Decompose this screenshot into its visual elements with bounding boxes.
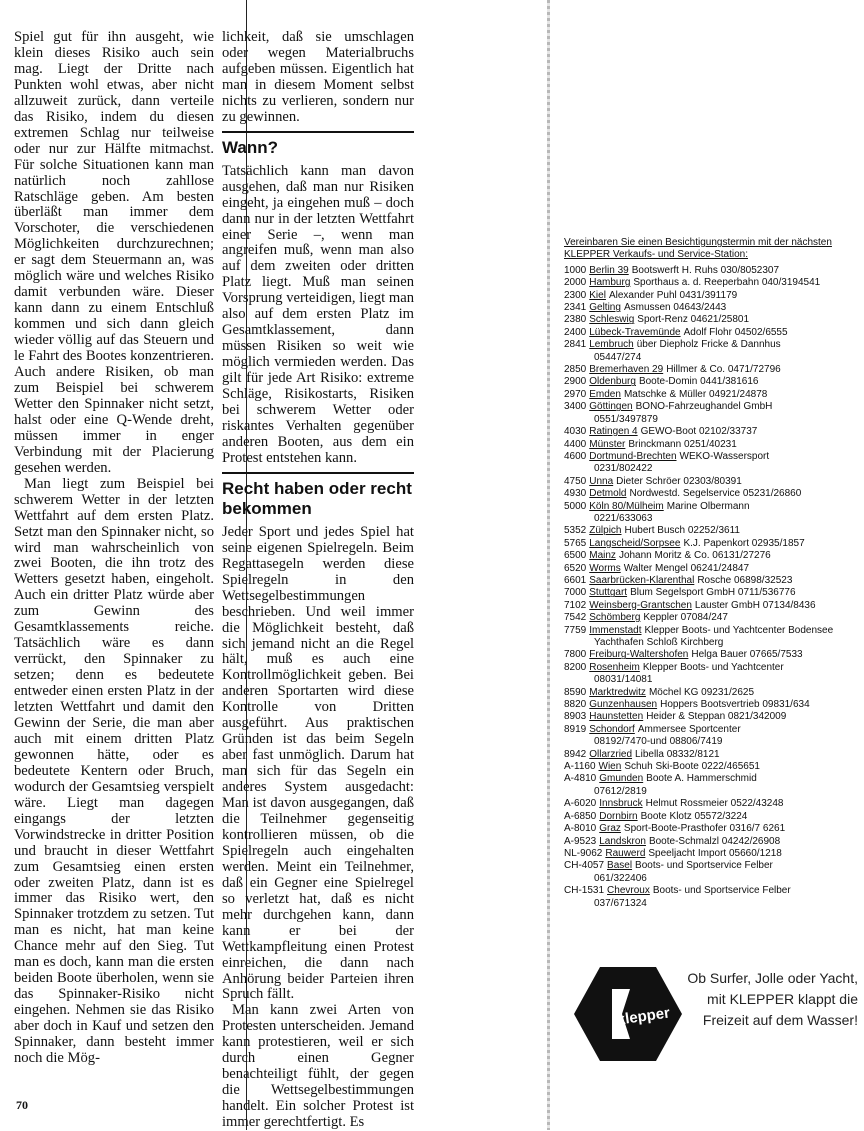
dealer-name-phone: Hubert Busch 02252/3611 (624, 525, 740, 537)
dealer-entry (564, 451, 860, 463)
dealer-name-phone: Lauster GmbH 07134/8436 (694, 599, 816, 611)
dealer-details (589, 575, 860, 587)
dealer-entry (564, 724, 860, 736)
dealer-name-phone: WEKO-Wassersport (679, 450, 770, 462)
dealer-postcode: 5765 (564, 537, 587, 549)
dealer-city: Emden (589, 388, 621, 400)
dealer-city: Stuttgart (589, 587, 628, 599)
dealer-entry (564, 439, 860, 451)
dealer-postcode: 4600 (564, 450, 587, 462)
dealer-name-phone: über Diepholz Fricke & Dannhus (636, 339, 781, 351)
dealer-entry (564, 699, 860, 711)
dealer-details (605, 848, 860, 860)
dealer-entry (564, 265, 860, 277)
paragraph: Spiel gut für ihn ausgeht, wie klein dieses Risiko auch sein mag. Liegt der Dritte nach Punkten wohl etwas, aber nicht allzuweit zurück, dann verteile das Risiko, indem du diesen extremen Schlag nur teilweise oder nur zur Hälfte mitmachst. Für solche Situationen kann man natürlich noch zahllose Ratschläge geben. Am besten überläßt man immer dem Vorschoter, die verschiedenen Möglichkeiten durchzurechnen; er sagt dem Steuermann an, was möglich wäre und welches Risiko damit verbunden wäre. Dieser kann dann zu einem Entschluß kommen und sich dann gleich wieder völlig auf das Steuern und le Fahrt des Bootes konzentrieren. Auch andere Risiken, ob man zum Beispiel bei schwerem Wetter den Spinnaker nicht setzt, halst oder eine Q-Wende dreht, müssen immer in enger Verbindung mit der Placierung gesehen werden. (14, 29, 214, 476)
dealer-details (589, 550, 860, 562)
dealer-postcode: 4400 (564, 438, 587, 450)
dealer-details (589, 687, 860, 699)
dealer-name-phone: Möchel KG 09231/2625 (648, 686, 755, 698)
dealer-name-phone: Boote A. Hammerschmid (646, 773, 757, 785)
dealer-entry (564, 575, 860, 587)
dealer-name-phone: Dieter Schröer 02303/80391 (616, 475, 742, 487)
dealer-postcode: A-6850 (564, 810, 597, 822)
dealer-name-phone: Marine Olbermann (666, 500, 750, 512)
dealer-city: Detmold (589, 488, 627, 500)
article-column-right (222, 30, 414, 1131)
dealer-entry (564, 625, 860, 637)
paragraph: Man kann zwei Arten von Protesten unterscheiden. Jemand kann protestieren, weil er sich durch einen Gegner benachteiligt fühlt, der gegen die Wettsegelbestimmungen handelt. Ein solcher Protest ist immer gerechtfertigt. Es (222, 1002, 414, 1131)
dealer-entry (564, 649, 860, 661)
ad-slogan (682, 968, 858, 1031)
dealer-details (607, 885, 860, 897)
dealer-name-phone: Heider & Steppan 0821/342009 (646, 711, 787, 723)
dealer-city: Schömberg (589, 612, 641, 624)
dealer-name-phone: Nordwestd. Segelservice 05231/26860 (629, 488, 802, 500)
dealer-name-phone: Hoppers Bootsvertrieb 09831/634 (660, 699, 810, 711)
dealer-details (589, 612, 860, 624)
dealer-postcode: 3400 (564, 401, 587, 413)
dealer-entry (564, 773, 860, 785)
dealer-details (589, 699, 860, 711)
dealer-entry (564, 600, 860, 612)
dealer-postcode: 2000 (564, 277, 587, 289)
dealer-details (589, 389, 860, 401)
dealer-postcode: 4030 (564, 426, 587, 438)
dealer-continuation: 0551/3497879 (594, 413, 658, 425)
paragraph: Jeder Sport und jedes Spiel hat seine eigenen Spielregeln. Beim Regattasegeln werden diese Spielregeln in den Wettsegelbestimmungen beschrieben. Und weil immer die Möglichkeit besteht, daß sich jemand nicht an die Regel hält, muß es auch eine Kontrollmöglichkeit geben. Bei anderen Sportarten wird diese Kontrolle von Dritten ausgeführt. Aus praktischen Gründen ist das beim Segeln aber fast unmöglich. Darum hat man sich für das Segeln ein anderes System ausgedacht: Man ist davon ausgegangen, daß die Teilnehmer gegenseitig kontrollieren müssen, ob die Spielregeln auch eingehalten werden. Meint ein Teilnehmer, daß ein Gegner eine Spielregel so verletzt hat, daß es nicht mehr durchgehen kann, dann kann er bei der Wettkampfleitung einen Protest einreichen, die dann nach Anhörung beider Parteien ihren Spruch fällt. (222, 523, 414, 1003)
dealer-entry (564, 302, 860, 314)
dealer-name-phone: Blum Segelsport GmbH 0711/536776 (630, 587, 796, 599)
dealer-postcode: 2341 (564, 302, 587, 314)
dealer-name-phone: Boote-Domin 0441/381616 (638, 376, 759, 388)
dealer-name-phone: GEWO-Boot 02102/33737 (640, 426, 758, 438)
dealer-details (589, 488, 860, 500)
dealer-postcode: CH-1531 (564, 885, 605, 897)
dealer-details (589, 538, 860, 550)
dealer-details (589, 339, 860, 351)
dealer-postcode: 6520 (564, 562, 587, 574)
dealer-city: Gelting (589, 302, 621, 314)
dealer-details (589, 724, 860, 736)
paragraph: Tatsächlich kann man davon ausgehen, daß man nur Risiken eingeht, ja eingehen muß – doch dann nur in der letzten Wettfahrt einer Serie –, wenn man angreifen muß, wenn man also auf dem zweiten oder dritten Platz liegt. Muß man seinen Vorsprung verteidigen, liegt man also auf dem ersten Platz im Gesamtklassement, dann müssen Risiken so weit wie möglich vermieden werden. Das gilt für jede Art Risiko: extreme Schläge, Risikostarts, Risiken bei schwerem Wetter oder riskantes Verhalten gegenüber anderen Booten, aus dem ein Protest entstehen kann. (222, 162, 414, 466)
dealer-city: Dornbirn (599, 810, 638, 822)
dealer-details (589, 401, 860, 413)
dealer-entry (564, 277, 860, 289)
dealer-continuation: 0221/633063 (594, 512, 653, 524)
dealer-entry (564, 538, 860, 550)
dealer-entry (564, 339, 860, 351)
dealer-entry (564, 848, 860, 860)
dealer-entry (564, 525, 860, 537)
dealer-entry (564, 389, 860, 401)
dealer-city: Innsbruck (599, 798, 643, 810)
dealer-details (589, 426, 860, 438)
dealer-details (589, 302, 860, 314)
dealer-city: Landskron (599, 835, 646, 847)
dealer-city: Ratingen 4 (589, 426, 638, 438)
dealer-name-phone: K.J. Papenkort 02935/1857 (683, 537, 805, 549)
dealer-postcode: 7542 (564, 612, 587, 624)
paragraph: lichkeit, daß sie umschlagen oder wegen Materialbruchs aufgeben müssen. Eigentlich hat man in diesem Moment selbst nichts zu verlieren, sondern nur zu gewinnen. (222, 29, 414, 125)
dealer-city: Rosenheim (589, 661, 640, 673)
dealer-details (607, 860, 860, 872)
dealer-details (589, 662, 860, 674)
dealer-name-phone: Brinckmann 0251/40231 (628, 438, 737, 450)
dealer-city: Oldenburg (589, 376, 636, 388)
dealer-entry (564, 885, 860, 897)
dealer-city: Freiburg-Waltershofen (589, 649, 689, 661)
dealer-details (589, 290, 860, 302)
dealer-name-phone: Hillmer & Co. 0471/72796 (666, 364, 781, 376)
dealer-name-phone: Sporthaus a. d. Reeperbahn 040/3194541 (633, 277, 821, 289)
dealer-details (589, 649, 860, 661)
klepper-logo-text: klepper (615, 1004, 671, 1029)
dealer-continuation: 08031/14081 (594, 674, 653, 686)
dealer-postcode: 7759 (564, 624, 587, 636)
dealer-details (589, 749, 860, 761)
dealer-entry (564, 662, 860, 674)
dealer-rows (564, 265, 860, 910)
dealer-name-phone: Klepper Boots- und Yachtcenter (642, 661, 784, 673)
dealer-postcode: 1000 (564, 264, 587, 276)
dealer-city: Dortmund-Brechten (589, 450, 677, 462)
ad-slogan-line: Freizeit auf dem Wasser! (702, 1012, 858, 1028)
dealer-city: Langscheid/Sorpsee (589, 537, 681, 549)
dealer-postcode: 7800 (564, 649, 587, 661)
dealer-entry (564, 290, 860, 302)
dealer-city: Hamburg (589, 277, 631, 289)
dealer-details (589, 265, 860, 277)
dealer-postcode: A-6020 (564, 798, 597, 810)
section-heading: Recht haben oder recht bekommen (222, 478, 412, 518)
dealer-postcode: 2841 (564, 339, 587, 351)
dealer-details (599, 836, 860, 848)
dealer-name-phone: Libella 08332/8121 (635, 748, 720, 760)
dealer-postcode: 8590 (564, 686, 587, 698)
dealer-city: Marktredwitz (589, 686, 646, 698)
dealer-postcode: 2380 (564, 314, 587, 326)
dealer-postcode: 8903 (564, 711, 587, 723)
dealer-details (589, 600, 860, 612)
dealer-details (589, 364, 860, 376)
dealer-continuation: 037/671324 (594, 897, 647, 909)
dealer-name-phone: BONO-Fahrzeughandel GmbH (635, 401, 773, 413)
section-heading: Wann? (222, 137, 279, 157)
dealer-postcode: 7102 (564, 599, 587, 611)
dealer-city: Basel (607, 860, 633, 872)
dealer-city: Rauwerd (605, 847, 646, 859)
dealer-city: Berlin 39 (589, 264, 629, 276)
dealer-postcode: 6601 (564, 574, 587, 586)
dealer-details (589, 501, 860, 513)
dealer-postcode: 2850 (564, 364, 587, 376)
dealer-postcode: 5000 (564, 500, 587, 512)
dealer-city: Graz (599, 823, 621, 835)
dealer-entry (564, 749, 860, 761)
dealer-name-phone: Johann Moritz & Co. 06131/27276 (618, 550, 771, 562)
dealer-entry (564, 327, 860, 339)
dealer-entry (564, 836, 860, 848)
dealer-postcode: 7000 (564, 587, 587, 599)
dealer-name-phone: Klepper Boots- und Yachtcenter Bodensee (644, 624, 834, 636)
dealer-name-phone: Alexander Puhl 0431/391179 (608, 289, 738, 301)
klepper-advert (570, 960, 860, 1080)
dealer-city: Haunstetten (589, 711, 644, 723)
dealer-city: Lübeck-Travemünde (589, 326, 681, 338)
dealer-details (599, 798, 860, 810)
dealer-entry (564, 476, 860, 488)
section-rule (222, 131, 414, 133)
dealer-name-phone: Bootswerft H. Ruhs 030/8052307 (631, 264, 780, 276)
dealer-postcode: 8919 (564, 723, 587, 735)
dealer-name-phone: Helga Bauer 07665/7533 (691, 649, 803, 661)
dealer-name-phone: Boote Klotz 05572/3224 (640, 810, 748, 822)
dealer-continuation: 07612/2819 (594, 785, 647, 797)
dealer-city: Lembruch (589, 339, 634, 351)
dealer-details (589, 476, 860, 488)
dealer-city: Wien (598, 761, 622, 773)
dealer-postcode: NL-9062 (564, 847, 603, 859)
dealer-entry (564, 860, 860, 872)
dealer-entry (564, 798, 860, 810)
dealer-city: Unna (589, 475, 614, 487)
dealer-name-phone: Schuh Ski-Boote 0222/465651 (624, 761, 760, 773)
dealer-entry (564, 563, 860, 575)
paragraph: Man liegt zum Beispiel bei schwerem Wetter in der letzten Wettfahrt auf dem ersten Platz. Setzt man den Spinnaker nicht, so wird man wahrscheinlich von zwei Booten, die ihn trotz des Wetters gesetzt haben, eingeholt. Auch ein dritter Platz würde aber zum Gewinn des Gesamtklassements reiche. Tatsächlich wäre es dann verrückt, den Spinnaker zu setzen; denn es bedeutete entweder einen ersten Platz in der letzten Wettfahrt und damit den Gewinn der Serie, die man aber auch mit einem dritten Platz gewonnen hätte, oder es bedeutete Kentern oder Bruch, wodurch der Gesamtsieg verspielt wäre. Liegt man dagegen eingangs der letzten Vorwindstrecke in dritter Position und braucht in dieser Wettfahrt zum Gesamtsieg einen ersten oder zweiten Platz, dann ist es immer das Risiko wert, den Spinnaker trotzdem zu setzen. Tut man es nicht, hat man keine Chance mehr auf den Sieg. Tut man es doch, kann man die ersten beiden Boote überholen, wenn sie das Spinnaker-Risiko nicht eingehen. Nehmen sie das Risiko aber doch in Kauf und setzen den Spinnaker, dann besteht immer noch die Mög- (14, 475, 214, 1066)
dealer-city: Chevroux (607, 885, 650, 897)
dealer-name-phone: Boots- und Sportservice Felber (652, 885, 791, 897)
dealer-details (599, 823, 860, 835)
dealer-city: Ollarzried (589, 748, 633, 760)
dealer-entry (564, 426, 860, 438)
dealer-postcode: A-4810 (564, 773, 597, 785)
dealer-details (599, 811, 860, 823)
dealer-name-phone: Keppler 07084/247 (643, 612, 728, 624)
dealer-details (589, 327, 860, 339)
dealer-name-phone: Walter Mengel 06241/24847 (623, 562, 750, 574)
dealer-name-phone: Helmut Rossmeier 0522/43248 (645, 798, 784, 810)
dealer-continuation: 08192/7470-und 08806/7419 (594, 736, 723, 748)
dealer-entry (564, 314, 860, 326)
dealer-details (589, 451, 860, 463)
dealer-entry (564, 587, 860, 599)
dealer-details (599, 773, 860, 785)
dealer-name-phone: Boots- und Sportservice Felber (635, 860, 773, 872)
dealer-entry (564, 501, 860, 513)
dealer-details (589, 277, 860, 289)
dealer-entry (564, 687, 860, 699)
dealer-entry (564, 823, 860, 835)
dealer-entry (564, 761, 860, 773)
dealer-name-phone: Sport-Renz 04621/25801 (637, 314, 750, 326)
dealer-list (564, 237, 860, 910)
page-number: 70 (16, 1098, 28, 1112)
dealer-postcode: 8200 (564, 661, 587, 673)
dealer-city: Kiel (589, 289, 606, 301)
dealer-entry (564, 488, 860, 500)
dealer-name-phone: Sport-Boote-Prasthofer 0316/7 6261 (623, 823, 786, 835)
dealer-details (589, 439, 860, 451)
dealer-postcode: 8820 (564, 699, 587, 711)
dealer-continuation: 061/322406 (594, 872, 647, 884)
dealer-list-intro: Vereinbaren Sie einen Besichtigungstermin mit der nächsten KLEPPER Verkaufs- und Service-Station: (564, 237, 832, 261)
section-rule (222, 472, 414, 474)
dealer-postcode: 4750 (564, 475, 587, 487)
dealer-entry (564, 401, 860, 413)
dealer-name-phone: Adolf Flohr 04502/6555 (683, 326, 788, 338)
dealer-details (589, 711, 860, 723)
dealer-details (589, 587, 860, 599)
dealer-name-phone: Boote-Schmalzl 04242/26908 (648, 835, 781, 847)
dealer-city: Köln 80/Mülheim (589, 500, 664, 512)
dealer-name-phone: Rosche 06898/32523 (697, 574, 793, 586)
dealer-city: Gmunden (599, 773, 644, 785)
dealer-postcode: 2900 (564, 376, 587, 388)
dealer-city: Weinsberg-Grantschen (589, 599, 692, 611)
dealer-postcode: 2400 (564, 326, 587, 338)
dealer-city: Mainz (589, 550, 616, 562)
ad-slogan-line: Ob Surfer, Jolle oder Yacht, (687, 970, 858, 986)
dealer-postcode: CH-4057 (564, 860, 605, 872)
dealer-entry (564, 376, 860, 388)
dealer-continuation: 0231/802422 (594, 463, 653, 475)
dealer-name-phone: Ammersee Sportcenter (637, 723, 741, 735)
dealer-postcode: 6500 (564, 550, 587, 562)
dealer-continuation: Yachthafen Schloß Kirchberg (594, 637, 724, 648)
dealer-city: Schondorf (589, 723, 635, 735)
dealer-postcode: A-9523 (564, 835, 597, 847)
dealer-continuation: 05447/274 (594, 351, 642, 363)
dealer-details (599, 761, 860, 773)
dealer-city: Schleswig (589, 314, 635, 326)
dealer-entry (564, 811, 860, 823)
dealer-details (589, 563, 860, 575)
dealer-details (589, 314, 860, 326)
dealer-name-phone: Asmussen 04643/2443 (623, 302, 727, 314)
dealer-entry (564, 612, 860, 624)
ad-slogan-line: mit KLEPPER klappt die (707, 991, 858, 1007)
dealer-city: Gunzenhausen (589, 699, 658, 711)
dealer-postcode: 2300 (564, 289, 587, 301)
dealer-city: Zülpich (589, 525, 622, 537)
dealer-name-phone: Speeljacht Import 05660/1218 (648, 847, 782, 859)
dealer-postcode: 8942 (564, 748, 587, 760)
dealer-details (589, 625, 860, 637)
dealer-details (589, 376, 860, 388)
dealer-city: Göttingen (589, 401, 633, 413)
dealer-city: Bremerhaven 29 (589, 364, 664, 376)
dealer-city: Immenstadt (589, 624, 642, 636)
dealer-city: Münster (589, 438, 626, 450)
dealer-city: Saarbrücken-Klarenthal (589, 574, 695, 586)
dealer-postcode: 5352 (564, 525, 587, 537)
klepper-logo (572, 965, 684, 1063)
dealer-name-phone: Matschke & Müller 04921/24878 (623, 388, 768, 400)
page-gutter (547, 0, 550, 1130)
dealer-city: Worms (589, 562, 621, 574)
article-column-left (14, 30, 214, 1067)
dealer-postcode: A-1160 (564, 761, 596, 773)
dealer-entry (564, 364, 860, 376)
dealer-entry (564, 550, 860, 562)
dealer-postcode: 2970 (564, 388, 587, 400)
dealer-postcode: 4930 (564, 488, 587, 500)
dealer-entry (564, 711, 860, 723)
dealer-details (589, 525, 860, 537)
dealer-postcode: A-8010 (564, 823, 597, 835)
